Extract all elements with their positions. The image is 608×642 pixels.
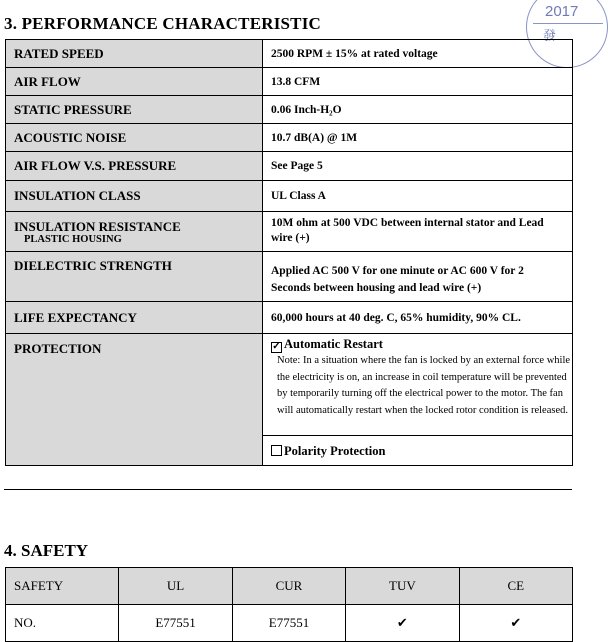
row-value: 10.7 dB(A) @ 1M — [263, 124, 573, 152]
row-label: AIR FLOW — [6, 68, 263, 96]
table-row — [6, 181, 573, 212]
table-row — [6, 40, 573, 68]
row-value: 60,000 hours at 40 deg. C, 65% humidity, 90% CL. — [263, 302, 573, 334]
row-value: Applied AC 500 V for one minute or AC 600 V for 2 Seconds between housing and lead wire (+) — [263, 252, 573, 302]
header-cell: SAFETY — [6, 568, 119, 605]
row-label: STATIC PRESSURE — [6, 96, 263, 124]
cell: NO. — [6, 605, 119, 642]
header-cell: CE — [459, 568, 572, 605]
auto-restart-block — [263, 334, 572, 436]
row-value: See Page 5 — [263, 152, 573, 181]
row-label: AIR FLOW V.S. PRESSURE — [6, 152, 263, 181]
performance-table — [5, 39, 573, 466]
row-value: 0.06 Inch-H₂O — [263, 96, 573, 124]
table-row — [6, 212, 573, 252]
row-value: 13.8 CFM — [263, 68, 573, 96]
row-value: UL Class A — [263, 181, 573, 212]
table-row — [6, 96, 573, 124]
check-icon: ✔ — [346, 605, 459, 642]
section-3-title: 3. PERFORMANCE CHARACTERISTIC — [4, 14, 322, 33]
header-cell: UL — [119, 568, 232, 605]
auto-restart-row — [263, 337, 572, 353]
stamp-year: 2017 — [545, 3, 579, 20]
checkbox-checked-icon: ✓ — [272, 341, 281, 352]
table-row — [6, 152, 573, 181]
section-4-title: 4. SAFETY — [4, 541, 89, 560]
check-icon: ✔ — [459, 605, 572, 642]
auto-restart-note: Note: In a situation where the fan is locked by an external force while the electricity is on, an increase in coil temperature will be prevented by temporarily turning off the electrical power to the motor. The fan will automatically restart when the locked rotor condition is released. — [277, 355, 571, 416]
row-value: 2500 RPM ± 15% at rated voltage — [263, 40, 573, 68]
polarity-label: Polarity Protection — [284, 444, 386, 458]
row-label: PROTECTION — [6, 334, 263, 466]
header-cell: CUR — [232, 568, 345, 605]
table-row — [6, 302, 573, 334]
safety-table — [5, 567, 573, 642]
protection-cell — [263, 334, 573, 466]
table-row — [6, 605, 573, 642]
stamp-char: 發 — [543, 28, 557, 43]
table-row — [6, 334, 573, 466]
row-sublabel: PLASTIC HOUSING — [24, 234, 122, 245]
header-cell: TUV — [346, 568, 459, 605]
table-row — [6, 68, 573, 96]
row-value: 10M ohm at 500 VDC between internal stator and Lead wire (+) — [263, 212, 573, 252]
polarity-row — [263, 436, 572, 459]
row-label: LIFE EXPECTANCY — [6, 302, 263, 334]
row-label: INSULATION RESISTANCE — [14, 219, 181, 234]
table-row — [6, 124, 573, 152]
row-label: RATED SPEED — [6, 40, 263, 68]
table-header-row — [6, 568, 573, 605]
row-label-cell — [6, 212, 263, 252]
cell: E77551 — [232, 605, 345, 642]
divider-line — [4, 489, 572, 490]
row-label: ACOUSTIC NOISE — [6, 124, 263, 152]
table-row — [6, 252, 573, 302]
stamp-divider — [533, 23, 603, 24]
row-label: INSULATION CLASS — [6, 181, 263, 212]
checkbox-empty-icon — [271, 445, 282, 456]
row-label: DIELECTRIC STRENGTH — [6, 252, 263, 302]
cell: E77551 — [119, 605, 232, 642]
auto-restart-label: Automatic Restart — [284, 337, 383, 351]
